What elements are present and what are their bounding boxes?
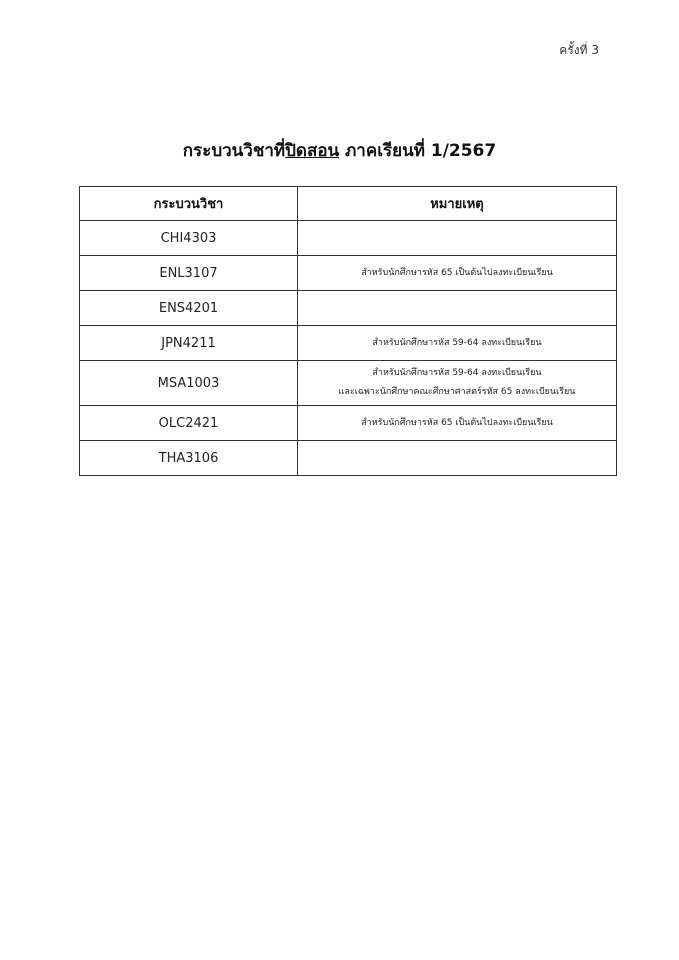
table-header-row [80, 187, 617, 221]
page-title [0, 137, 679, 164]
course-remark [298, 256, 617, 291]
table-row [80, 406, 617, 441]
table-row [80, 291, 617, 326]
course-remark [298, 441, 617, 476]
course-code: ENL3107 [80, 256, 298, 291]
course-code: THA3106 [80, 441, 298, 476]
course-code: ENS4201 [80, 291, 298, 326]
course-code: JPN4211 [80, 326, 298, 361]
page-number: ครั้งที่ 3 [559, 43, 599, 57]
course-remark [298, 291, 617, 326]
remark-line: สำหรับนักศึกษารหัส 65 เป็นต้นไปลงทะเบียนเรียน [361, 267, 553, 278]
course-code: OLC2421 [80, 406, 298, 441]
remark-line: สำหรับนักศึกษารหัส 59-64 ลงทะเบียนเรียน [372, 337, 542, 348]
remark-line: และเฉพาะนักศึกษาคณะศึกษาศาสตร์รหัส 65 ลงทะเบียนเรียน [338, 387, 576, 397]
title-suffix: ภาคเรียนที่ 1/2567 [339, 141, 497, 161]
table-row [80, 441, 617, 476]
title-prefix: กระบวนวิชาที่ [182, 141, 286, 161]
table-row [80, 361, 617, 406]
table-row [80, 221, 617, 256]
remark-line: สำหรับนักศึกษารหัส 59-64 ลงทะเบียนเรียน [372, 368, 542, 378]
header-remark: หมายเหตุ [298, 187, 617, 221]
closed-courses-table [79, 186, 617, 476]
header-course: กระบวนวิชา [80, 187, 298, 221]
remark-line: สำหรับนักศึกษารหัส 65 เป็นต้นไปลงทะเบียนเรียน [361, 417, 553, 428]
table-row [80, 256, 617, 291]
title-underlined: ปิดสอน [285, 141, 340, 161]
course-remark [298, 221, 617, 256]
course-code: MSA1003 [80, 361, 298, 406]
course-code: CHI4303 [80, 221, 298, 256]
course-remark [298, 406, 617, 441]
table-row [80, 326, 617, 361]
course-remark [298, 326, 617, 361]
course-remark [298, 361, 617, 406]
